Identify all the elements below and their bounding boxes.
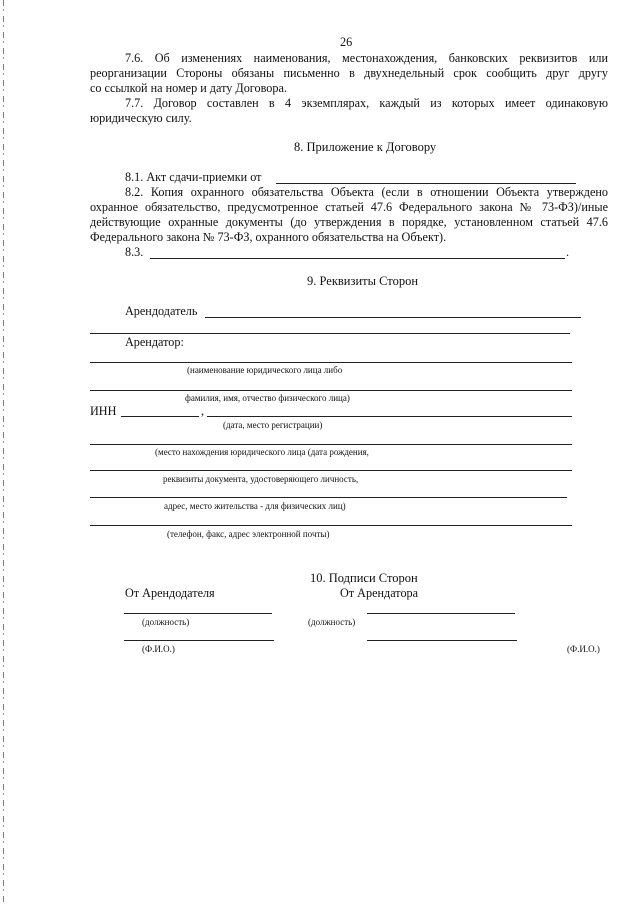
tenant-position-line[interactable] — [367, 613, 515, 614]
tenant-label: Арендатор: — [125, 335, 184, 349]
hint-id-document: реквизиты документа, удостоверяющего личность, — [163, 474, 359, 484]
registration-line[interactable] — [207, 416, 572, 417]
inn-comma: , — [201, 404, 205, 418]
hint-person-name: фамилия, имя, отчество физического лица) — [185, 393, 350, 403]
landlord-position-line[interactable] — [124, 613, 272, 614]
landlord-name-line[interactable] — [205, 317, 581, 318]
scan-edge — [3, 0, 4, 905]
inn-label: ИНН — [90, 404, 117, 418]
paragraph-8-2-line-2: охранное обязательство, предусмотренное статьей 47.6 Федерального закона № 73-ФЗ)/иные — [90, 200, 608, 214]
paragraph-7-6-line-3: со ссылкой на номер и дату Договора. — [90, 81, 287, 95]
landlord-fio-hint: (Ф.И.О.) — [142, 644, 175, 654]
paragraph-7-6-line-1: 7.6. Об изменениях наименования, местонахождения, банковских реквизитов или — [125, 51, 608, 65]
paragraph-8-2-line-4: Федерального закона № 73-ФЗ, охранного обязательства на Объект). — [90, 230, 447, 244]
page-number: 26 — [340, 35, 353, 49]
from-landlord-label: От Арендодателя — [125, 586, 215, 600]
paragraph-8-2-line-1: 8.2. Копия охранного обязательства Объекта (если в отношении Объекта утверждено — [125, 185, 608, 199]
paragraph-8-1: 8.1. Акт сдачи-приемки от — [125, 170, 262, 184]
landlord-details-line[interactable] — [90, 333, 570, 334]
tenant-location-line[interactable] — [90, 444, 572, 445]
landlord-position-hint: (должность) — [142, 617, 190, 627]
paragraph-7-7-line-2: юридическую силу. — [90, 111, 192, 125]
paragraph-8-2-line-3: действующие охранные документы (до утверждения в порядке, установленном статьей 47.6 — [90, 215, 608, 229]
item-8-3-line[interactable] — [150, 258, 565, 259]
paragraph-7-7-line-1: 7.7. Договор составлен в 4 экземплярах, каждый из которых имеет одинаковую — [125, 96, 608, 110]
paragraph-8-3: 8.3. — [125, 245, 144, 259]
hint-address: адрес, место жительства - для физических лиц) — [164, 501, 346, 511]
paragraph-7-6-line-2: реорганизации Стороны обязаны письменно в двухнедельный срок сообщить друг другу — [90, 66, 608, 80]
hint-registration: (дата, место регистрации) — [223, 420, 323, 430]
tenant-id-doc-line[interactable] — [90, 470, 572, 471]
tenant-fio-hint: (Ф.И.О.) — [567, 644, 600, 654]
hint-location: (место нахождения юридического лица (дата рождения, — [155, 447, 369, 457]
item-8-3-period: . — [566, 245, 570, 259]
tenant-position-hint: (должность) — [308, 617, 356, 627]
tenant-fio-line[interactable] — [367, 640, 517, 641]
hint-legal-entity-name: (наименование юридического лица либо — [187, 365, 343, 375]
tenant-contacts-line[interactable] — [90, 525, 572, 526]
section-9-heading: 9. Реквизиты Сторон — [307, 274, 419, 288]
section-8-heading: 8. Приложение к Договору — [294, 140, 437, 154]
landlord-label: Арендодатель — [125, 304, 198, 318]
inn-input-line[interactable] — [121, 416, 199, 417]
section-10-heading: 10. Подписи Сторон — [310, 571, 418, 585]
tenant-name-line[interactable] — [90, 362, 572, 363]
act-date-line[interactable] — [276, 183, 576, 184]
tenant-person-name-line[interactable] — [90, 390, 572, 391]
hint-contacts: (телефон, факс, адрес электронной почты) — [167, 529, 330, 539]
from-tenant-label: От Арендатора — [340, 586, 419, 600]
landlord-fio-line[interactable] — [124, 640, 274, 641]
tenant-address-line[interactable] — [90, 497, 567, 498]
